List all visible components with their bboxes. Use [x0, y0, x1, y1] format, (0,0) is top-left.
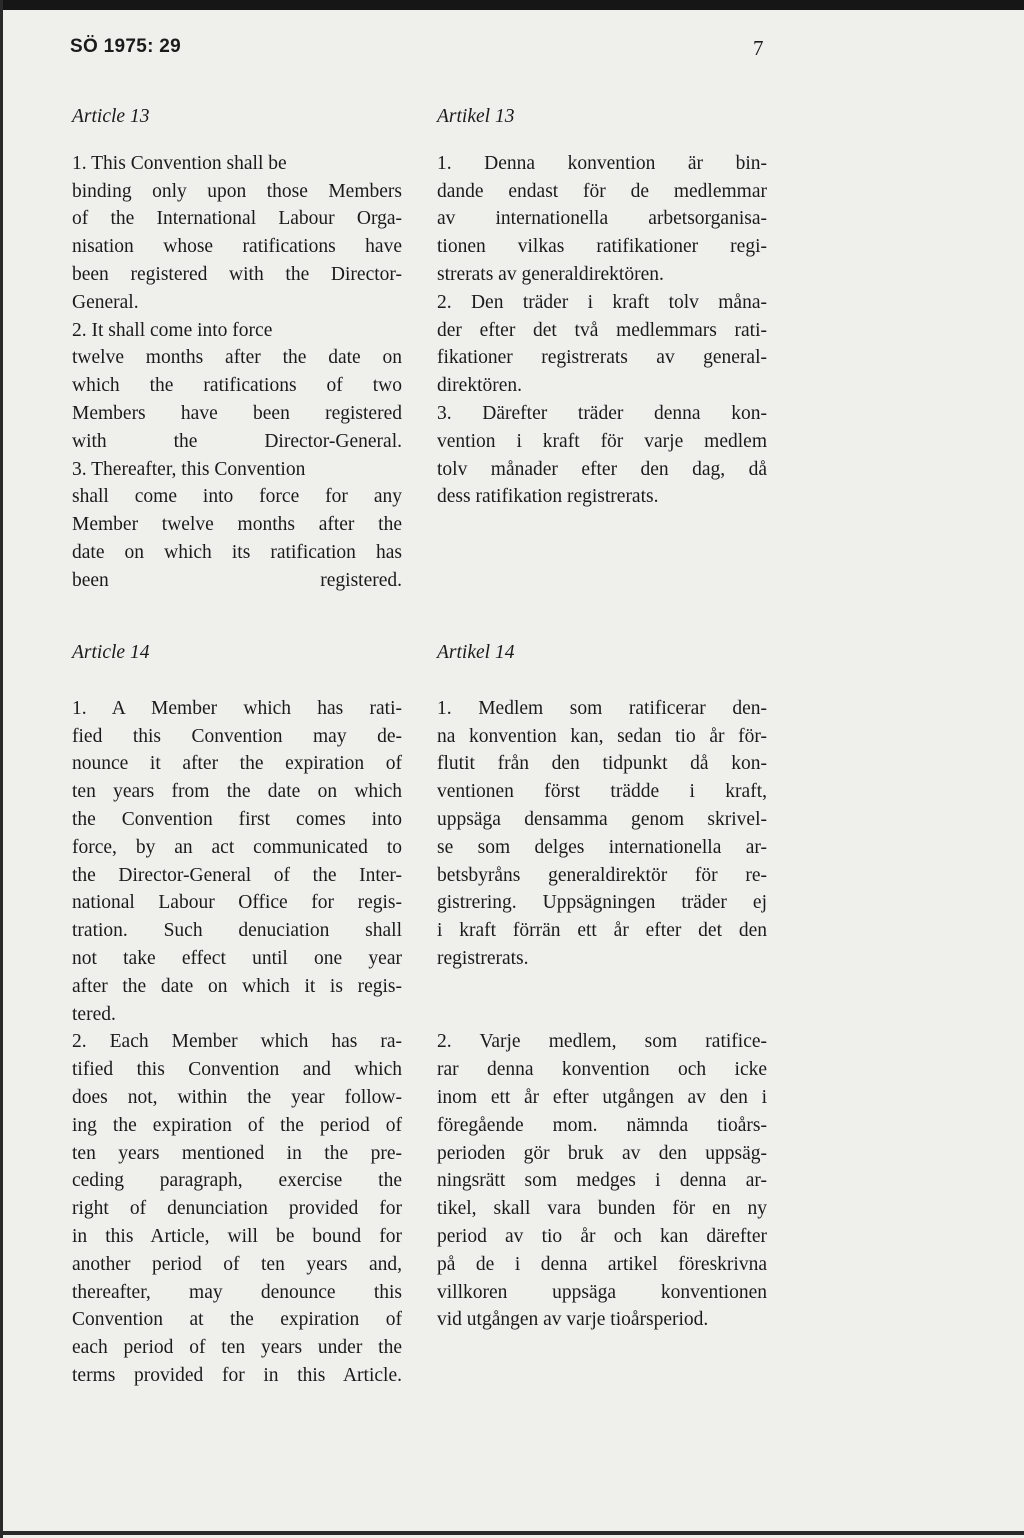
text-line: right of denunciation provided for [72, 1198, 402, 1220]
text-line: perioden gör bruk av den uppsäg- [437, 1142, 767, 1164]
text-line: der efter det två medlemmars rati- [437, 319, 767, 341]
page-number: 7 [753, 36, 764, 60]
text-line: ten years mentioned in the pre- [72, 1142, 402, 1164]
text-line: 1. Denna konvention är bin- [437, 152, 767, 174]
article-heading: Article 13 [72, 106, 150, 127]
text-line: ceding paragraph, exercise the [72, 1170, 402, 1192]
text-line: nisation whose ratifications have [72, 236, 402, 258]
text-line: vention i kraft för varje medlem [437, 430, 767, 452]
text-line: 2. Each Member which has ra- [72, 1031, 402, 1053]
text-line: tolv månader efter den dag, då [437, 458, 767, 480]
text-line: dande endast för de medlemmar [437, 180, 767, 202]
text-line: of the International Labour Orga- [72, 208, 402, 230]
text-line: tered. [72, 1003, 116, 1025]
text-line: does not, within the year follow- [72, 1086, 402, 1108]
text-line: the Convention first comes into [72, 808, 402, 830]
text-line: na konvention kan, sedan tio år för- [437, 725, 767, 747]
text-line: tikel, skall vara bunden för en ny [437, 1198, 767, 1220]
swedish-article-13 [437, 103, 767, 511]
text-line: 3. Thereafter, this Convention [72, 458, 306, 480]
text-line: betsbyråns generaldirektör för re- [437, 864, 767, 886]
text-line: rar denna konvention och icke [437, 1059, 767, 1081]
text-line: strerats av generaldirektören. [437, 263, 664, 285]
text-line: uppsäga densamma genom skrivel- [437, 808, 767, 830]
text-line: ten years from the date on which [72, 781, 402, 803]
series-number: SÖ 1975: 29 [70, 36, 182, 57]
text-line: 1. A Member which has rati- [72, 697, 402, 719]
text-line: Member twelve months after the [72, 514, 402, 536]
article-heading: Artikel 13 [437, 106, 515, 127]
text-line: vid utgången av varje tioårsperiod. [437, 1309, 709, 1331]
text-line: tified this Convention and which [72, 1059, 402, 1081]
text-line: national Labour Office for regis- [72, 892, 402, 914]
text-line: 2. Den träder i kraft tolv måna- [437, 291, 767, 313]
text-line: 1. This Convention shall be [72, 152, 287, 174]
left-border [0, 0, 3, 1538]
text-line: på de i denna artikel föreskrivna [437, 1253, 767, 1275]
text-line: 2. Varje medlem, som ratifice- [437, 1031, 767, 1053]
text-line: in this Article, will be bound for [72, 1225, 402, 1247]
text-line: fikationer registrerats av general- [437, 347, 767, 369]
text-line: ventionen först trädde i kraft, [437, 781, 767, 803]
text-line: date on which its ratification has [72, 541, 402, 563]
text-line: föregående mom. nämnda tioårs- [437, 1114, 767, 1136]
swedish-article-14 [437, 639, 767, 1334]
text-line: 2. It shall come into force [72, 319, 273, 341]
text-line: flutit från den tidpunkt då kon- [437, 753, 767, 775]
text-line: with the Director-General. [72, 430, 402, 452]
article-body [437, 150, 767, 511]
article-body [72, 150, 402, 595]
text-line: tionen vilkas ratifikationer regi- [437, 236, 767, 258]
article-body [72, 695, 402, 1390]
english-article-14 [72, 639, 402, 1390]
article-heading: Article 14 [72, 642, 150, 663]
text-line: inom ett år efter utgången av den i [437, 1086, 767, 1108]
top-border [0, 0, 1024, 10]
text-line: binding only upon those Members [72, 180, 402, 202]
text-line: nounce it after the expiration of [72, 753, 402, 775]
article-body-paragraph-1 [437, 695, 767, 973]
text-line: another period of ten years and, [72, 1253, 402, 1275]
text-line: i kraft förrän ett år efter det den [437, 920, 767, 942]
text-line: Members have been registered [72, 402, 402, 424]
text-line: been registered. [72, 569, 402, 591]
text-line: after the date on which it is regis- [72, 975, 402, 997]
article-heading: Artikel 14 [437, 642, 515, 663]
text-line: ing the expiration of the period of [72, 1114, 402, 1136]
text-line: been registered with the Director- [72, 263, 402, 285]
text-line: shall come into force for any [72, 486, 402, 508]
text-line: se som delges internationella ar- [437, 836, 767, 858]
text-line: twelve months after the date on [72, 347, 402, 369]
text-line: 3. Därefter träder denna kon- [437, 402, 767, 424]
text-line: gistrering. Uppsägningen träder ej [437, 892, 767, 914]
text-line: villkoren uppsäga konventionen [437, 1281, 767, 1303]
text-line: av internationella arbetsorganisa- [437, 208, 767, 230]
english-article-13 [72, 103, 402, 595]
text-line: thereafter, may denounce this [72, 1281, 402, 1303]
text-line: fied this Convention may de- [72, 725, 402, 747]
text-line: 1. Medlem som ratificerar den- [437, 697, 767, 719]
text-line: registrerats. [437, 947, 529, 969]
text-line: dess ratifikation registrerats. [437, 486, 659, 508]
text-line: force, by an act communicated to [72, 836, 402, 858]
text-line: ningsrätt som medges i denna ar- [437, 1170, 767, 1192]
bottom-border [0, 1531, 1024, 1535]
text-line: not take effect until one year [72, 947, 402, 969]
text-line: Convention at the expiration of [72, 1309, 402, 1331]
text-line: the Director-General of the Inter- [72, 864, 402, 886]
text-line: which the ratifications of two [72, 375, 402, 397]
text-line: direktören. [437, 375, 523, 397]
text-line: General. [72, 291, 139, 313]
text-line: period av tio år och kan därefter [437, 1225, 767, 1247]
text-line: tration. Such denuciation shall [72, 920, 402, 942]
article-body-paragraph-2 [437, 1028, 767, 1334]
text-line: each period of ten years under the [72, 1337, 402, 1359]
text-line: terms provided for in this Article. [72, 1364, 402, 1386]
